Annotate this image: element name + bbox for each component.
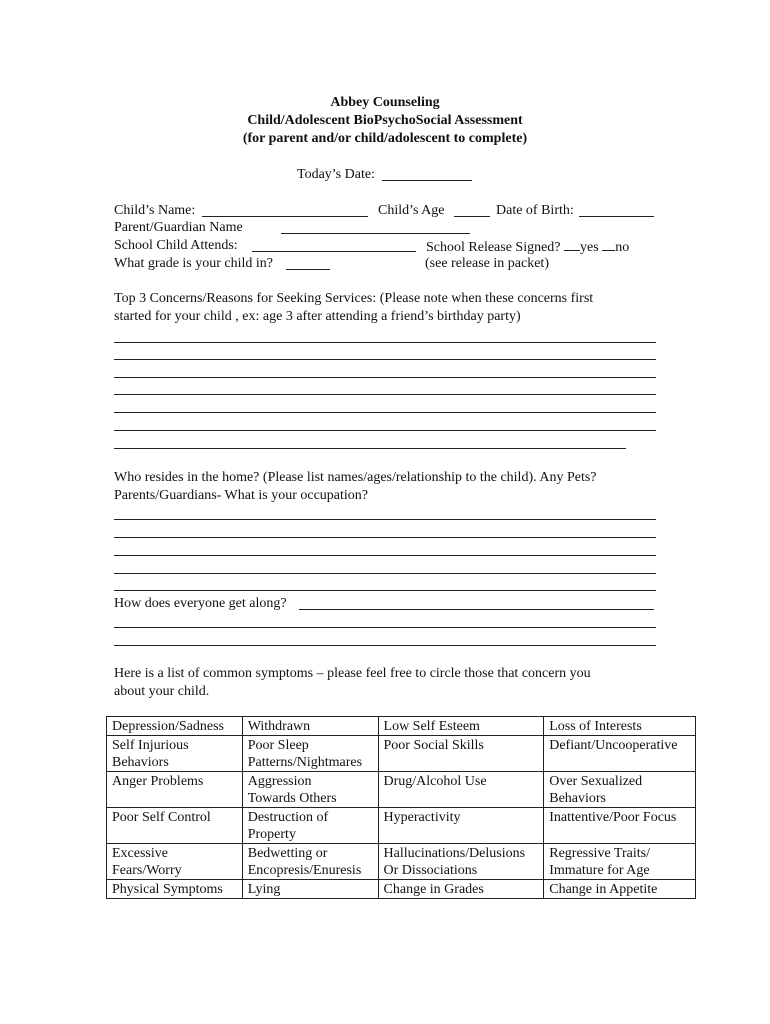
symptom-option[interactable]: Loss of Interests <box>544 717 696 736</box>
release-note: (see release in packet) <box>425 256 549 271</box>
household-prompt-line1: Who resides in the home? (Please list names/ages/relationship to the child). Any Pets? <box>114 470 597 485</box>
school-label: School Child Attends: <box>114 238 238 253</box>
symptom-option[interactable]: Defiant/Uncooperative <box>544 736 696 772</box>
symptoms-table-row <box>107 808 696 844</box>
symptom-option[interactable]: Poor Self Control <box>107 808 243 844</box>
date-of-birth-label: Date of Birth: <box>496 203 574 218</box>
concerns-answer-line[interactable] <box>114 448 626 449</box>
organization-name: Abbey Counseling <box>330 95 440 110</box>
symptom-option[interactable]: Over Sexualized Behaviors <box>544 772 696 808</box>
release-yes-blank[interactable] <box>564 237 580 251</box>
concerns-answer-line[interactable] <box>114 430 656 431</box>
guardian-name-field[interactable] <box>281 233 470 234</box>
grade-label: What grade is your child in? <box>114 256 274 271</box>
symptoms-table-row <box>107 772 696 808</box>
symptom-option[interactable]: Poor Social Skills <box>378 736 544 772</box>
symptom-option[interactable]: Regressive Traits/ Immature for Age <box>544 844 696 880</box>
symptom-option[interactable]: Poor Sleep Patterns/Nightmares <box>242 736 378 772</box>
household-prompt-line2: Parents/Guardians- What is your occupation? <box>114 488 369 503</box>
grade-field[interactable] <box>286 269 330 270</box>
form-subtitle: (for parent and/or child/adolescent to complete) <box>242 131 528 146</box>
symptom-option[interactable]: Hyperactivity <box>378 808 544 844</box>
concerns-answer-line[interactable] <box>114 359 656 360</box>
date-of-birth-field[interactable] <box>579 216 654 217</box>
symptoms-intro-line2: about your child. <box>114 684 210 699</box>
symptom-option[interactable]: Aggression Towards Others <box>242 772 378 808</box>
household-answer-line[interactable] <box>114 555 656 556</box>
symptom-option[interactable]: Excessive Fears/Worry <box>107 844 243 880</box>
get-along-label: How does everyone get along? <box>114 596 287 611</box>
symptom-option[interactable]: Anger Problems <box>107 772 243 808</box>
release-no-blank[interactable] <box>602 237 615 251</box>
form-title: Child/Adolescent BioPsychoSocial Assessment <box>247 113 523 128</box>
guardian-name-label: Parent/Guardian Name <box>114 220 243 235</box>
symptoms-intro-line1: Here is a list of common symptoms – please feel free to circle those that concern you <box>114 666 591 681</box>
get-along-answer-line[interactable] <box>114 645 656 646</box>
symptom-option[interactable]: Hallucinations/Delusions Or Dissociations <box>378 844 544 880</box>
school-field[interactable] <box>252 251 416 252</box>
concerns-answer-line[interactable] <box>114 342 656 343</box>
symptoms-table-row <box>107 717 696 736</box>
symptom-option[interactable]: Lying <box>242 880 378 899</box>
symptom-option[interactable]: Destruction of Property <box>242 808 378 844</box>
childs-name-label: Child’s Name: <box>114 203 196 218</box>
concerns-prompt-line1: Top 3 Concerns/Reasons for Seeking Services: (Please note when these concerns first <box>114 291 594 306</box>
symptom-option[interactable]: Physical Symptoms <box>107 880 243 899</box>
childs-age-label: Child’s Age <box>378 203 445 218</box>
household-answer-line[interactable] <box>114 590 656 591</box>
household-answer-line[interactable] <box>114 573 656 574</box>
release-no-label: no <box>615 240 630 255</box>
school-release-signed <box>426 237 629 257</box>
symptom-option[interactable]: Low Self Esteem <box>378 717 544 736</box>
symptom-option[interactable]: Self Injurious Behaviors <box>107 736 243 772</box>
symptoms-table-row <box>107 844 696 880</box>
concerns-answer-line[interactable] <box>114 394 656 395</box>
childs-name-field[interactable] <box>202 216 368 217</box>
symptoms-table-row <box>107 880 696 899</box>
get-along-answer-line[interactable] <box>114 627 656 628</box>
school-release-label: School Release Signed? <box>426 240 561 255</box>
symptom-option[interactable]: Change in Grades <box>378 880 544 899</box>
household-answer-line[interactable] <box>114 519 656 520</box>
symptom-option[interactable]: Depression/Sadness <box>107 717 243 736</box>
childs-age-field[interactable] <box>454 216 490 217</box>
symptom-option[interactable]: Inattentive/Poor Focus <box>544 808 696 844</box>
symptom-option[interactable]: Change in Appetite <box>544 880 696 899</box>
todays-date-label: Today’s Date: <box>297 167 375 182</box>
symptom-option[interactable]: Bedwetting or Encopresis/Enuresis <box>242 844 378 880</box>
todays-date-field[interactable] <box>382 180 472 181</box>
symptoms-table-row <box>107 736 696 772</box>
symptoms-table <box>106 716 696 899</box>
symptoms-table-body <box>107 717 696 899</box>
concerns-answer-line[interactable] <box>114 412 656 413</box>
release-yes-label: yes <box>580 240 599 255</box>
symptom-option[interactable]: Withdrawn <box>242 717 378 736</box>
symptom-option[interactable]: Drug/Alcohol Use <box>378 772 544 808</box>
household-answer-line[interactable] <box>114 537 656 538</box>
get-along-field[interactable] <box>299 609 654 610</box>
concerns-answer-line[interactable] <box>114 377 656 378</box>
concerns-prompt-line2: started for your child , ex: age 3 after attending a friend’s birthday party) <box>114 309 521 324</box>
